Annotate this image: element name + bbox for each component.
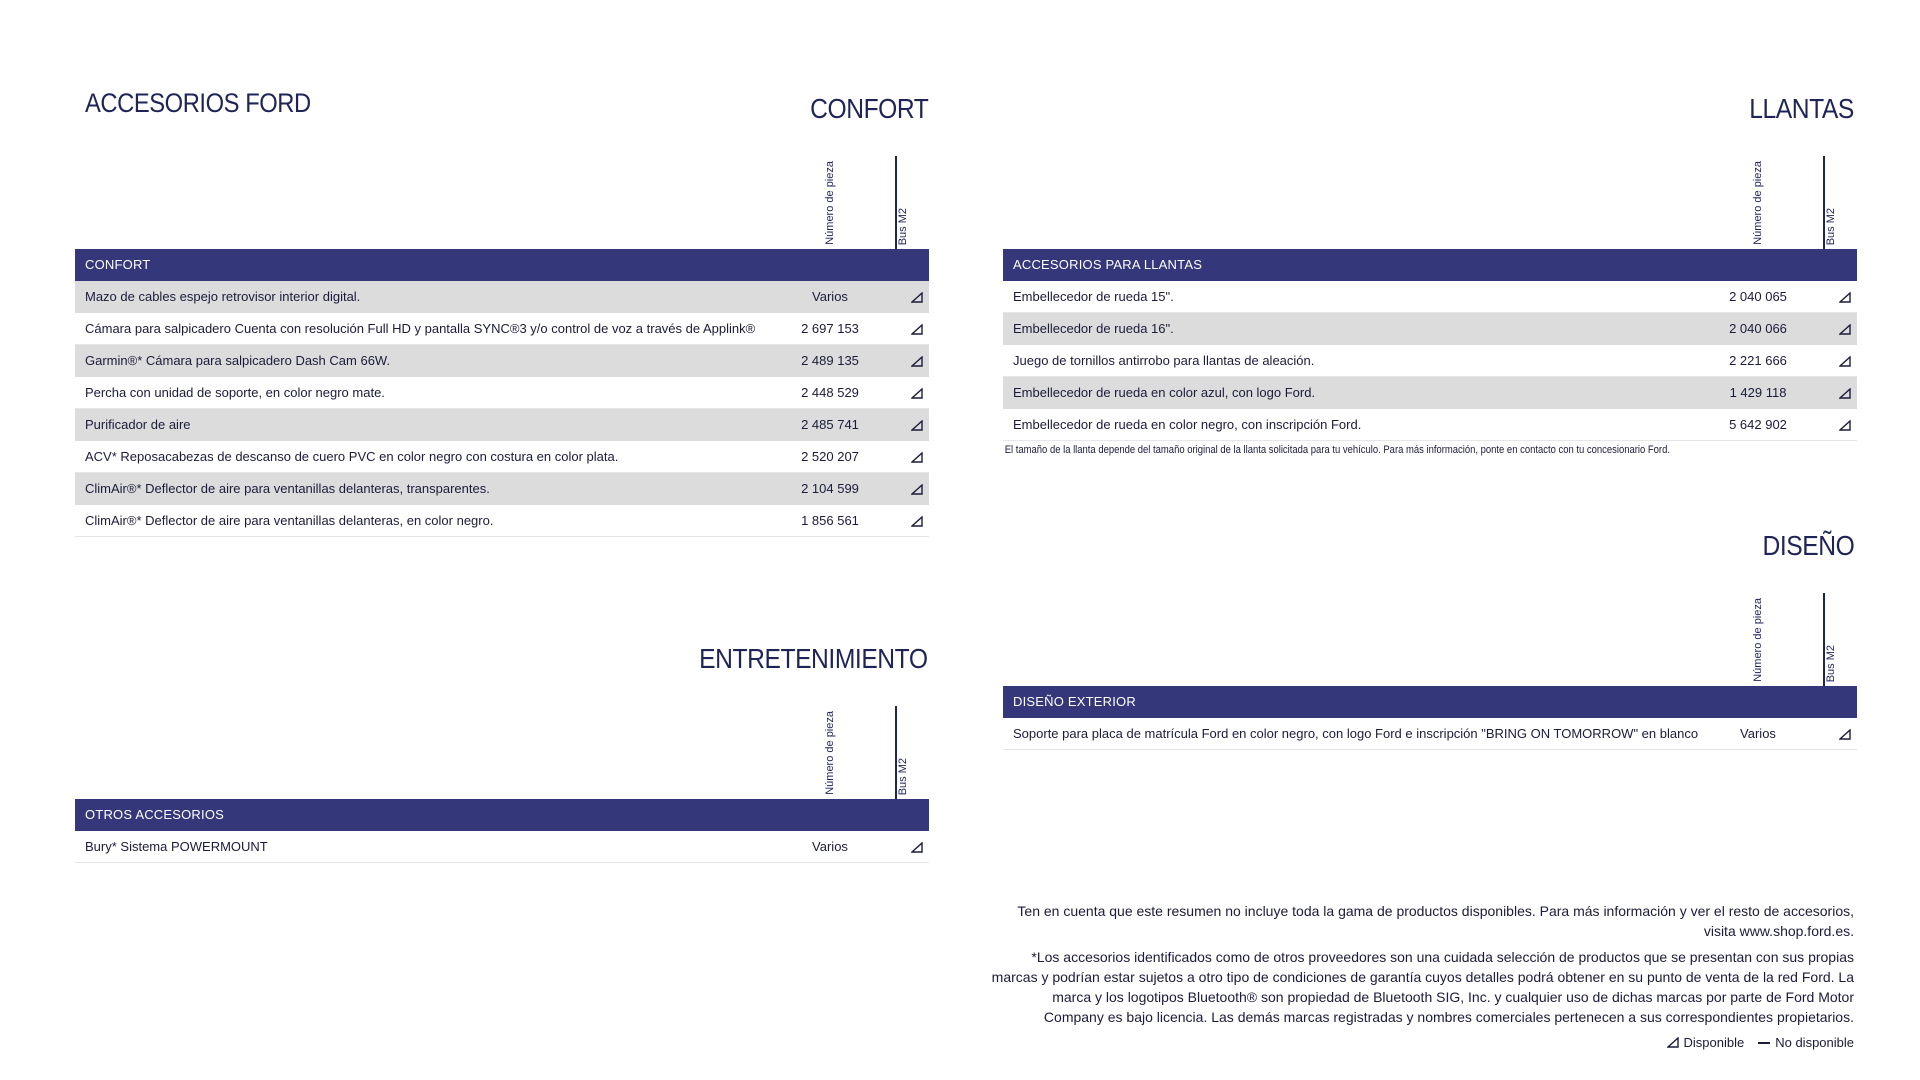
table-row (75, 313, 929, 345)
part-number-column-header: Número de pieza (1752, 598, 1764, 682)
table-rows (75, 831, 929, 863)
diseno-table (1003, 593, 1857, 750)
disclaimer-line: marcas y podrían estar sujetos a otro tipo de condiciones de garantía cuyos detalles podrá obtener en su punto de venta de la red Ford. La (991, 969, 1854, 985)
table-row (1003, 718, 1857, 750)
accessory-description: Purificador de aire (85, 417, 191, 432)
disclaimer-line: *Los accesorios identificados como de otros proveedores son una cuidada selección de productos que se presentan con sus propias (1031, 949, 1854, 965)
table-row (75, 409, 929, 441)
table-title: OTROS ACCESORIOS (75, 799, 929, 831)
accessory-description: Cámara para salpicadero Cuenta con resolución Full HD y pantalla SYNC®3 y/o control de voz a través de Applink® (85, 321, 756, 336)
available-icon (911, 420, 923, 431)
summary-line: visita www.shop.ford.es. (1703, 923, 1854, 939)
available-icon (1839, 356, 1851, 367)
part-number: 2 104 599 (801, 481, 859, 496)
summary-line: Ten en cuenta que este resumen no incluye toda la gama de productos disponibles. Para más información y ver el resto de accesorios, (1017, 903, 1854, 919)
bus-column-header: Bus M2 (897, 207, 909, 245)
table-row (1003, 281, 1857, 313)
table-row (75, 831, 929, 863)
available-icon (911, 292, 923, 303)
table-rows (1003, 718, 1857, 750)
part-number: 1 429 118 (1729, 385, 1787, 400)
table-row (1003, 377, 1857, 409)
part-number: 5 642 902 (1729, 417, 1787, 432)
legend (1667, 1035, 1854, 1050)
table-row (75, 441, 929, 473)
table-rows (1003, 281, 1857, 441)
entretenimiento-heading: ENTRETENIMIENTO (699, 643, 928, 674)
part-number: 2 489 135 (801, 353, 859, 368)
llantas-heading: LLANTAS (1749, 93, 1854, 124)
legend-available (1667, 1035, 1745, 1050)
table-title: CONFORT (75, 249, 929, 281)
legend-unavailable-label: No disponible (1775, 1035, 1854, 1050)
llantas-note: El tamaño de la llanta depende del tamaño original de la llanta solicitada para tu vehículo. Para más información, ponte en contacto con tu concesionario Ford. (1004, 444, 1670, 456)
table-row (75, 281, 929, 313)
table-row (75, 473, 929, 505)
accessory-description: Embellecedor de rueda 16". (1013, 321, 1174, 336)
part-number-column-header: Número de pieza (1752, 161, 1764, 245)
available-icon (1839, 292, 1851, 303)
summary-note (970, 901, 1854, 941)
diseno-heading: DISEÑO (1762, 530, 1854, 561)
bus-column-header: Bus M2 (1825, 644, 1837, 682)
accessory-description: Percha con unidad de soporte, en color negro mate. (85, 385, 385, 400)
unavailable-dash-icon (1758, 1042, 1770, 1044)
table-row (75, 345, 929, 377)
available-icon (1839, 420, 1851, 431)
part-number: Varios (1740, 726, 1776, 741)
part-number: 2 697 153 (801, 321, 859, 336)
available-icon (1839, 388, 1851, 399)
part-number-column-header: Número de pieza (824, 161, 836, 245)
llantas-table (1003, 156, 1857, 456)
accessory-description: Embellecedor de rueda en color negro, con inscripción Ford. (1013, 417, 1362, 432)
accessory-description: ClimAir®* Deflector de aire para ventanillas delanteras, transparentes. (85, 481, 490, 496)
part-number: 2 448 529 (801, 385, 859, 400)
accessory-description: ClimAir®* Deflector de aire para ventanillas delanteras, en color negro. (85, 513, 494, 528)
column-headers (75, 156, 929, 249)
part-number: 2 221 666 (1729, 353, 1787, 368)
confort-heading: CONFORT (809, 93, 928, 124)
available-icon (911, 484, 923, 495)
table-row (1003, 409, 1857, 441)
part-number: 2 520 207 (801, 449, 859, 464)
bus-column-header: Bus M2 (897, 757, 909, 795)
accessory-description: ACV* Reposacabezas de descanso de cuero PVC en color negro con costura en color plata. (85, 449, 619, 464)
available-icon (1667, 1037, 1679, 1048)
part-number: 1 856 561 (801, 513, 859, 528)
part-number: 2 485 741 (801, 417, 859, 432)
part-number: 2 040 065 (1729, 289, 1787, 304)
available-icon (911, 388, 923, 399)
column-headers (1003, 593, 1857, 686)
legend-available-label: Disponible (1683, 1035, 1745, 1050)
accessory-description: Bury* Sistema POWERMOUNT (85, 839, 268, 854)
accessory-description: Juego de tornillos antirrobo para llantas de aleación. (1013, 353, 1315, 368)
confort-table (75, 156, 929, 537)
column-headers (1003, 156, 1857, 249)
part-number-column-header: Número de pieza (824, 711, 836, 795)
page-title: ACCESORIOS FORD (85, 88, 311, 118)
accessory-description: Soporte para placa de matrícula Ford en color negro, con logo Ford e inscripción "BRING ON TOMORROW" en blanco (1013, 726, 1699, 741)
part-number: 2 040 066 (1729, 321, 1787, 336)
table-row (1003, 345, 1857, 377)
available-icon (911, 324, 923, 335)
disclaimer-note (970, 947, 1854, 1027)
accessory-description: Embellecedor de rueda 15". (1013, 289, 1174, 304)
entretenimiento-table (75, 706, 929, 863)
table-row (1003, 313, 1857, 345)
table-title: DISEÑO EXTERIOR (1003, 686, 1857, 718)
legend-unavailable (1758, 1035, 1854, 1050)
accessory-description: Mazo de cables espejo retrovisor interior digital. (85, 289, 361, 304)
disclaimer-line: Company es bajo licencia. Las demás marcas registradas y nombres comerciales pertenecen a sus correspondientes propietarios. (1043, 1009, 1854, 1025)
bus-column-header: Bus M2 (1825, 207, 1837, 245)
column-headers (75, 706, 929, 799)
available-icon (911, 516, 923, 527)
available-icon (911, 356, 923, 367)
table-title: ACCESORIOS PARA LLANTAS (1003, 249, 1857, 281)
accessory-description: Embellecedor de rueda en color azul, con logo Ford. (1013, 385, 1316, 400)
available-icon (911, 842, 923, 853)
table-rows (75, 281, 929, 537)
available-icon (1839, 324, 1851, 335)
disclaimer-line: marca y los logotipos Bluetooth® son propiedad de Bluetooth SIG, Inc. y cualquier uso de dichas marcas por parte de Ford Motor (1052, 989, 1854, 1005)
table-row (75, 377, 929, 409)
table-row (75, 505, 929, 537)
part-number: Varios (812, 289, 848, 304)
available-icon (911, 452, 923, 463)
part-number: Varios (812, 839, 848, 854)
available-icon (1839, 729, 1851, 740)
accessory-description: Garmin®* Cámara para salpicadero Dash Cam 66W. (85, 353, 391, 368)
